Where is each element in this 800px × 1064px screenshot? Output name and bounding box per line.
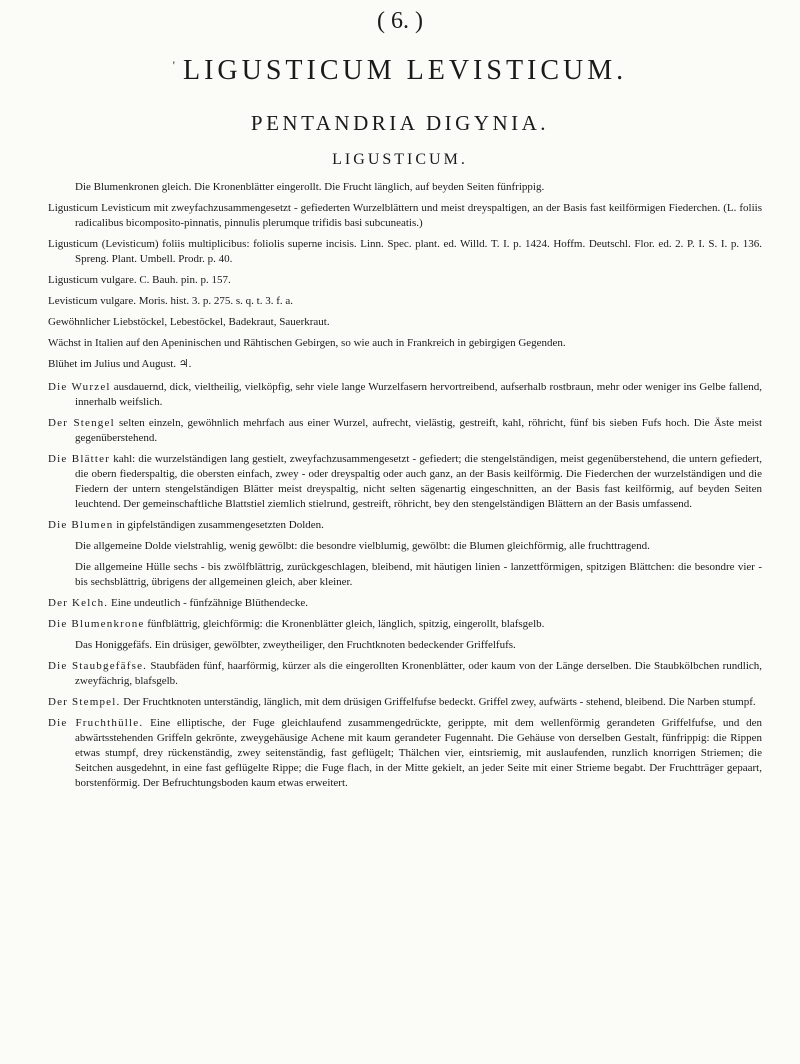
description-item [48,596,762,611]
description-subitem: Die allgemeine Dolde vielstrahlig, wenig gewölbt: die besondre vielblumig, gewölbt: die Blumen gleichförmig, alle fruchttragend. [75,540,650,552]
description-term: Der Stengel [48,417,115,429]
description-term: Die Blumenkrone [48,618,145,630]
synonymy-line: Levisticum vulgare. Moris. hist. 3. p. 275. s. q. t. 3. f. a. [48,295,294,307]
description-item [48,695,762,710]
description-term: Der Stempel. [48,696,121,708]
description-item [48,416,762,446]
description-text: Staubfäden fünf, haarförmig, kürzer als die eingerollten Kronenblätter, oder kaum von der Länge derselben. Die Staubkölbchen rundlich, zweyfächrig, blafsgelb. [75,660,763,687]
linnaean-class: PENTANDRIA DIGYNIA. [250,111,550,135]
description-subitem: Die allgemeine Hülle sechs - bis zwölfblättrig, zurückgeschlagen, bleibend, mit häutigen linien - lanzettförmigen, spitzigen Blättchen: die besondre vier - bis sechsblättrig, übrigens der allgemeinen gleich, aber kleiner. [75,561,762,588]
description-text: Der Fruchtknoten unterständig, länglich, mit dem drüsigen Griffelfufse bedeckt. Griffel zwey, aufwärts - stehend, bleibend. Die Narben stumpf. [123,696,756,708]
description-text: Eine elliptische, der Fuge gleichlaufend zusammengedrückte, gerippte, mit dem wellenförmig gerandeten Griffelfufse, und den abwärtsstehenden Griffeln gekrönte, zweygehäusige Achene mit kaum gerandeter Fugennaht. Die Gehäuse von derselben Gestalt, fünfrippig: die Rippen etwas stumpf, drey rückenständig, zwey seitenständig, fast geflügelt; Thälchen vier, eintsriemig, mit auslaufenden, runzlich knorrigen Striemen; die Seitchen ausgedehnt, in eine fast geflügelte Rippe; die Fuge flach, in der Mitte gekielt, an jeder Seite mit einer Strieme begabt. Der Fruchtträger gepaart, borstenförmig. Der Befruchtungsboden kaum etwas erweitert. [75,717,763,789]
description-item [48,659,762,689]
description-term: Die Blätter [48,453,111,465]
description-text: kahl: die wurzelständigen lang gestielt, zweyfachzusammengesetzt - gefiedert; die stengelständigen, meist gegenüberstehend, die untern gefiedert, die obern fiederspaltig, die obersten einfach, zwey - oder dreyspaltig oder auch ganz, an der Basis keilförmig. Die Fiederchen der wurzelständigen und die Fiedern der untern stengelständigen Blätter meist dreyspaltig, nicht selten sägenartig eingeschnitten, an der Basis fast keilförmig, auf beyden Seiten leuchtend. Der gemeinschaftliche Blattstiel ziemlich stielrund, gestreift, röhricht, bey den stengelständigen Blättern an der Basis umfassend. [75,453,763,510]
description-text: in gipfelständigen zusammengesetzten Dolden. [116,519,324,531]
description-term: Die Fruchthülle. [48,717,144,729]
synonymy-line: Ligusticum (Levisticum) foliis multiplicibus: foliolis superne incisis. Linn. Spec. plant. ed. Willd. T. I. p. 1424. Hoffm. Deutschl. Flor. ed. 2. P. I. S. I. p. 136. Spreng. Plant. Umbell. Prodr. p. 40. [48,238,762,265]
description-section [48,380,762,791]
description-item [48,518,762,533]
page-number: ( 6. ) [377,8,423,34]
description-text: selten einzeln, gewöhnlich mehrfach aus einer Wurzel, aufrecht, vielästig, gestreift, kahl, röhricht, fünf bis sieben Fufs hoch. Die Äste meist gegenüberstehend. [75,417,763,444]
synonymy-line: Gewöhnlicher Liebstöckel, Lebestöckel, Badekraut, Sauerkraut. [48,316,330,328]
description-term: Die Blumen [48,519,114,531]
description-item [48,380,762,410]
genus-heading: LIGUSTICUM. [332,151,468,168]
description-item [48,452,762,512]
description-text: Eine undeutlich - fünfzähnige Blüthendecke. [111,597,309,609]
synonymy-section [48,201,762,372]
species-title [0,55,800,87]
synonymy-line: Ligusticum Levisticum mit zweyfachzusammengesetzt - gefiederten Wurzelblättern und meist dreyspaltigen, an der Basis fast keilförmigen Fiederchen. (L. foliis radicalibus bicomposito-pinnatis, pinnulis plerumque trifidis basi subcuneatis.) [48,202,762,229]
species-title-text: LIGUSTICUM LEVISTICUM. [182,55,628,86]
synonymy-line: Ligusticum vulgare. C. Bauh. pin. p. 157. [48,274,231,286]
description-text: ausdauernd, dick, vieltheilig, vielköpfig, sehr viele lange Wurzelfasern hervortreibend, aufserhalb rostbraun, mehr oder weniger ins Gelbe fallend, innerhalb weifslich. [75,381,762,408]
synonymy-line: Wächst in Italien auf den Apeninischen und Rähtischen Gebirgen, so wie auch in Frankreich in gebirgigen Gegenden. [48,337,566,349]
description-subitem: Das Honiggefäfs. Ein drüsiger, gewölbter, zweytheiliger, den Fruchtknoten bedeckender Griffelfufs. [75,639,516,651]
description-term: Die Wurzel [48,381,111,393]
description-item [48,617,762,632]
genus-description: Die Blumenkronen gleich. Die Kronenblätter eingerollt. Die Frucht länglich, auf beyden Seiten fünfrippig. [75,181,545,193]
title-mark: ' [172,57,175,72]
description-item [48,716,762,791]
synonymy-line: Blühet im Julius und August. ♃. [48,358,192,370]
page-body [48,180,762,797]
description-term: Der Kelch. [48,597,109,609]
description-term: Die Staubgefäfse. [48,660,148,672]
description-text: fünfblättrig, gleichförmig: die Kronenblätter gleich, länglich, spitzig, eingerollt, blafsgelb. [147,618,545,630]
